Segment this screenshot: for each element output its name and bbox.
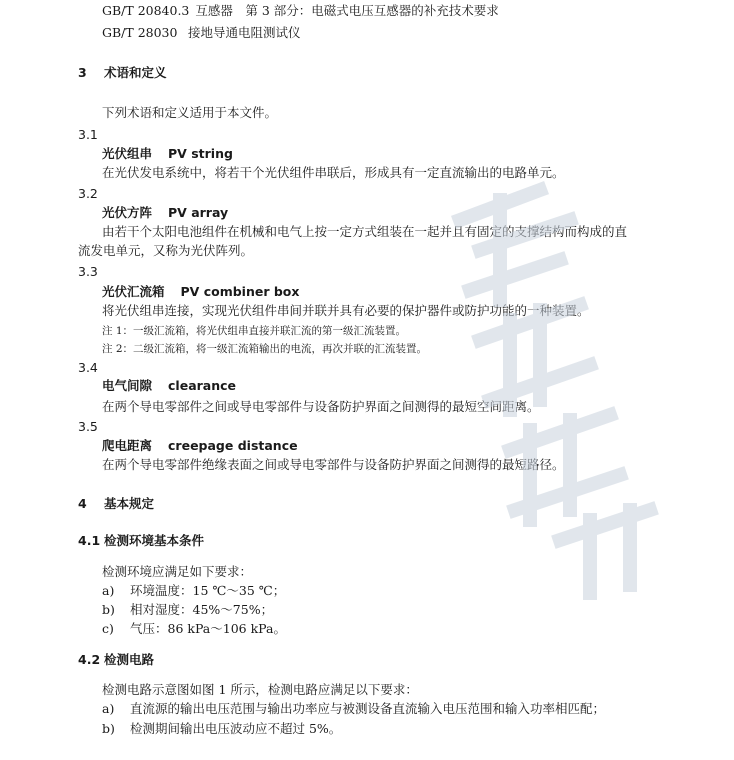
term-definition: 在两个导电零部件之间或导电零部件与设备防护界面之间测得的最短空间距离。 — [102, 399, 540, 414]
list-item — [102, 601, 273, 619]
term-en: PV combiner box — [180, 284, 300, 299]
list-marker: b) — [102, 602, 115, 617]
section-number: 3 — [78, 65, 87, 80]
reference-title: 互感器 第 3 部分：电磁式电压互感器的补充技术要求 — [195, 3, 499, 18]
subsection-title: 检测电路 — [104, 652, 155, 667]
section-heading — [78, 64, 167, 82]
list-text: 相对湿度：45%～75%； — [130, 602, 274, 617]
paragraph: 检测电路示意图如图 1 所示，检测电路应满足以下要求： — [102, 682, 418, 697]
term-en: PV array — [168, 205, 229, 220]
term-en: clearance — [168, 378, 237, 393]
term-definition: 流发电单元，又称为光伏阵列。 — [78, 243, 254, 258]
section-number: 4 — [78, 496, 87, 511]
term-zh: 光伏组串 — [102, 146, 153, 161]
subsection-heading — [78, 532, 204, 550]
term-zh: 光伏汇流箱 — [102, 284, 165, 299]
term-heading — [102, 145, 233, 163]
reference-line — [102, 2, 499, 20]
term-heading — [102, 377, 236, 395]
paragraph: 下列术语和定义适用于本文件。 — [102, 105, 278, 120]
term-zh: 电气间隙 — [102, 378, 153, 393]
term-note: 注 1：一级汇流箱，将光伏组串直接并联汇流的第一级汇流装置。 — [102, 325, 407, 337]
term-heading — [102, 204, 228, 222]
list-text: 检测期间输出电压波动应不超过 5%。 — [130, 721, 342, 736]
list-marker: c) — [102, 621, 114, 636]
term-en: creepage distance — [168, 438, 298, 453]
term-number: 3.4 — [78, 360, 98, 375]
list-item — [102, 700, 605, 718]
term-number: 3.1 — [78, 127, 98, 142]
section-title: 术语和定义 — [104, 65, 167, 80]
subsection-title: 检测环境基本条件 — [104, 533, 205, 548]
reference-code: GB/T 28030 — [102, 25, 178, 40]
term-heading — [102, 283, 299, 301]
paragraph: 检测环境应满足如下要求： — [102, 564, 253, 579]
list-text: 气压：86 kPa～106 kPa。 — [130, 621, 286, 636]
term-number: 3.2 — [78, 186, 98, 201]
term-definition: 在两个导电零部件绝缘表面之间或导电零部件与设备防护界面之间测得的最短路径。 — [102, 457, 565, 472]
reference-line — [102, 24, 301, 42]
list-marker: a) — [102, 583, 115, 598]
list-text: 环境温度：15 ℃～35 ℃； — [130, 583, 286, 598]
term-definition: 由若干个太阳电池组件在机械和电气上按一定方式组装在一起并且有固定的支撑结构而构成的直 — [102, 224, 628, 239]
term-definition: 在光伏发电系统中，将若干个光伏组件串联后，形成具有一定直流输出的电路单元。 — [102, 165, 565, 180]
term-zh: 光伏方阵 — [102, 205, 153, 220]
list-marker: b) — [102, 721, 115, 736]
list-item — [102, 582, 285, 600]
list-item — [102, 620, 286, 638]
term-definition: 将光伏组串连接，实现光伏组件串间并联并具有必要的保护器件或防护功能的一种装置。 — [102, 303, 590, 318]
section-title: 基本规定 — [104, 496, 155, 511]
subsection-heading — [78, 651, 154, 669]
subsection-number: 4.1 — [78, 533, 101, 548]
section-heading — [78, 495, 154, 513]
watermark-graphic — [420, 180, 670, 600]
list-item — [102, 720, 341, 738]
term-number: 3.3 — [78, 264, 98, 279]
reference-title: 接地导通电阻测试仪 — [188, 25, 301, 40]
term-note: 注 2：二级汇流箱，将一级汇流箱输出的电流，再次并联的汇流装置。 — [102, 343, 428, 355]
list-marker: a) — [102, 701, 115, 716]
term-en: PV string — [168, 146, 233, 161]
term-zh: 爬电距离 — [102, 438, 153, 453]
reference-code: GB/T 20840.3 — [102, 3, 190, 18]
term-heading — [102, 437, 298, 455]
term-number: 3.5 — [78, 419, 98, 434]
subsection-number: 4.2 — [78, 652, 101, 667]
list-text: 直流源的输出电压范围与输出功率应与被测设备直流输入电压范围和输入功率相匹配； — [130, 701, 606, 716]
